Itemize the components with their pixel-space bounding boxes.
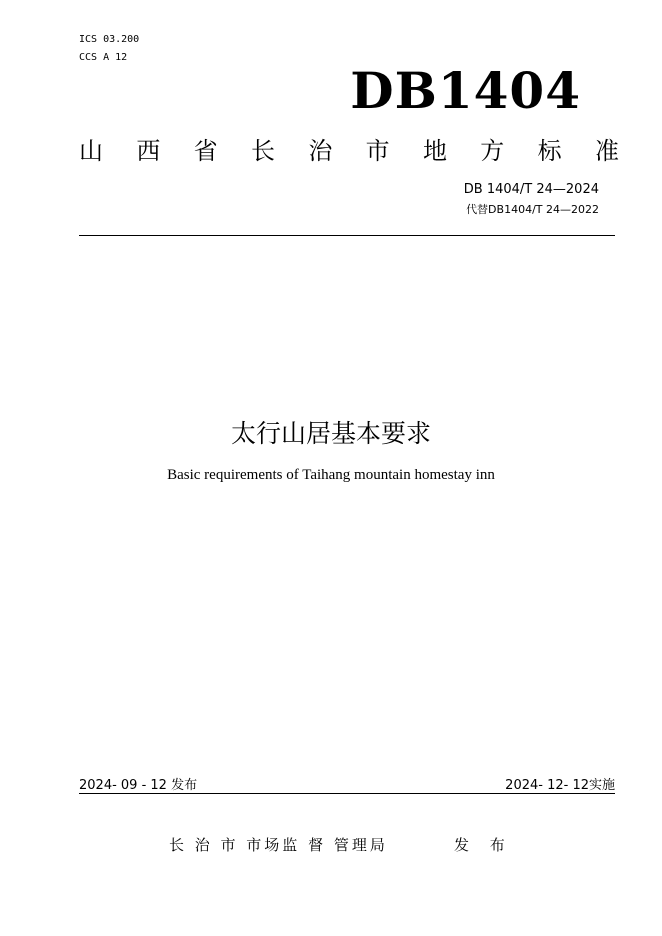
top-divider — [79, 235, 615, 236]
standard-type-char: 山 — [79, 137, 103, 165]
standard-type-char: 方 — [480, 137, 505, 165]
publish-date: 2024- 09 - 12 发布 — [79, 778, 198, 793]
replaces-standard: 代替DB1404/T 24—2022 — [466, 203, 599, 216]
ccs-code: CCS A 12 — [79, 52, 128, 63]
standard-type-char: 地 — [422, 137, 447, 165]
issue-label: 发 布 — [454, 836, 513, 854]
ics-code: ICS 03.200 — [79, 34, 140, 45]
issuing-authority: 长 治 市 市场监 督 管理局 — [169, 836, 388, 854]
db-logo: DB1404 — [350, 61, 581, 120]
standard-type-char: 标 — [537, 137, 562, 165]
bottom-divider — [79, 793, 615, 794]
standard-type-char: 省 — [193, 137, 218, 165]
standard-type-char: 市 — [365, 137, 390, 165]
standard-type-char: 治 — [308, 137, 333, 165]
standard-type-char: 西 — [136, 137, 161, 165]
standard-type-char: 准 — [594, 137, 619, 165]
standard-type-char: 长 — [250, 137, 275, 165]
standard-number: DB 1404/T 24—2024 — [463, 182, 599, 197]
implementation-date: 2024- 12- 12实施 — [505, 778, 615, 793]
document-title-chinese: 太行山居基本要求 — [230, 419, 431, 448]
standard-type — [79, 131, 619, 166]
document-title-english: Basic requirements of Taihang mountain homestay inn — [167, 467, 495, 483]
